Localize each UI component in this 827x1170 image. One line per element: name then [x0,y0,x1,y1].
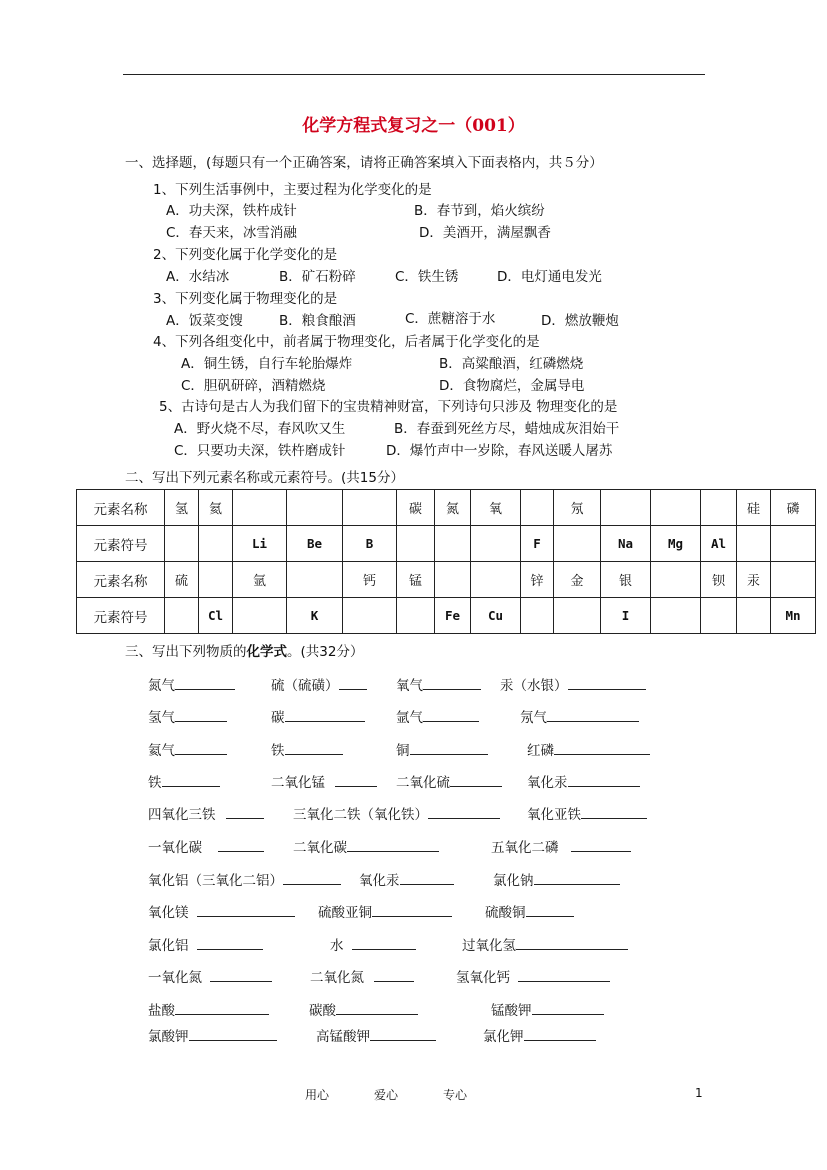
formula-item[interactable]: 碳酸 [309,999,418,1019]
element-cell[interactable] [651,562,701,598]
q4-option-b: B．高粱酿酒，红磷燃烧 [439,356,584,372]
element-cell[interactable] [397,598,435,634]
formula-item[interactable]: 氧化汞 [359,869,454,889]
element-cell[interactable]: I [601,598,651,634]
row-header: 元素名称 [77,562,165,598]
q2-option-b: B．矿石粉碎 [279,269,356,285]
element-cell[interactable]: 氮 [435,490,471,526]
element-cell[interactable]: 硅 [737,490,771,526]
element-cell[interactable] [233,490,287,526]
section1-heading: 一、选择题，(每题只有一个正确答案，请将正确答案填入下面表格内，共５分） [125,155,603,171]
formula-item[interactable]: 一氧化氮 [148,966,272,986]
element-cell[interactable] [521,490,554,526]
section2-heading: 二、写出下列元素名称或元素符号。(共15分） [125,470,404,486]
formula-item[interactable]: 氧化铝（三氧化二铝） [148,869,341,889]
element-cell[interactable]: Na [601,526,651,562]
formula-item[interactable]: 氯化铝 [148,934,263,954]
row-header: 元素名称 [77,490,165,526]
formula-item[interactable]: 红磷 [527,739,650,759]
formula-item[interactable]: 氩气 [396,706,479,726]
formula-item[interactable]: 碳 [271,706,365,726]
row-header: 元素符号 [77,598,165,634]
q2-option-d: D．电灯通电发光 [497,269,602,285]
page-number: 1 [695,1086,703,1100]
footer-word: 专心 [443,1088,468,1102]
q4-option-a: A．铜生锈，自行车轮胎爆炸 [181,356,353,372]
formula-item[interactable]: 氯酸钾 [148,1025,277,1045]
formula-item[interactable]: 汞（水银） [500,674,646,694]
formula-item[interactable]: 氧化镁 [148,901,295,921]
q4-stem: 4、下列各组变化中，前者属于物理变化，后者属于化学变化的是 [153,334,540,350]
element-cell[interactable]: Be [287,526,343,562]
q5-option-a: A．野火烧不尽，春风吹又生 [174,421,346,437]
formula-item[interactable]: 氢气 [148,706,227,726]
footer-word: 爱心 [374,1088,399,1102]
element-cell[interactable]: 氢 [165,490,199,526]
element-table [76,489,816,634]
element-cell[interactable] [165,598,199,634]
element-row-symbols-2 [77,598,816,634]
formula-item[interactable]: 五氧化二磷 [491,836,631,856]
element-cell[interactable] [771,562,816,598]
formula-item[interactable]: 四氧化三铁 [148,803,264,823]
element-cell[interactable] [199,526,233,562]
formula-item[interactable]: 氯化钠 [493,869,620,889]
element-cell[interactable] [343,490,397,526]
formula-item[interactable]: 氧气 [396,674,481,694]
q1-option-b: B．春节到，焰火缤纷 [414,203,545,219]
formula-item[interactable]: 盐酸 [148,999,269,1019]
q3-option-a: A．饭菜变馊 [166,313,243,329]
element-cell[interactable]: B [343,526,397,562]
q5-option-d: D．爆竹声中一岁除，春风送暖人屠苏 [386,443,613,459]
element-cell[interactable] [287,490,343,526]
footer-word: 用心 [305,1088,330,1102]
formula-item[interactable]: 铁 [148,771,220,791]
formula-item[interactable]: 二氧化锰 [271,771,377,791]
q3-option-d: D．燃放鞭炮 [541,313,619,329]
element-cell[interactable]: 硫 [165,562,199,598]
element-cell[interactable]: 磷 [771,490,816,526]
q1-stem: 1、下列生活事例中，主要过程为化学变化的是 [153,182,432,198]
formula-item[interactable]: 氯化钾 [483,1025,596,1045]
formula-item[interactable]: 二氧化碳 [293,836,439,856]
element-cell[interactable] [737,598,771,634]
element-cell[interactable]: 钡 [701,562,737,598]
element-cell[interactable]: Cu [471,598,521,634]
element-cell[interactable] [471,562,521,598]
formula-item[interactable]: 二氧化硫 [396,771,502,791]
element-cell[interactable]: 金 [554,562,601,598]
page-title: 化学方程式复习之一（001） [302,116,525,136]
q2-stem: 2、下列变化属于化学变化的是 [153,247,338,263]
element-cell[interactable] [737,526,771,562]
header-rule [123,74,705,75]
element-cell[interactable] [771,526,816,562]
element-cell[interactable] [397,526,435,562]
element-cell[interactable] [233,598,287,634]
element-cell[interactable] [601,490,651,526]
element-cell[interactable]: K [287,598,343,634]
formula-item[interactable]: 氢氧化钙 [456,966,610,986]
element-cell[interactable] [554,598,601,634]
formula-item[interactable]: 高锰酸钾 [316,1025,436,1045]
element-cell[interactable]: 氧 [471,490,521,526]
q4-option-d: D．食物腐烂，金属导电 [439,378,585,394]
element-cell[interactable]: 锰 [397,562,435,598]
element-cell[interactable] [701,490,737,526]
element-cell[interactable]: F [521,526,554,562]
element-cell[interactable] [651,598,701,634]
element-cell[interactable]: 氖 [554,490,601,526]
q3-stem: 3、下列变化属于物理变化的是 [153,291,338,307]
q3-option-b: B．粮食酿酒 [279,313,356,329]
q1-option-c: C．春天来，冰雪消融 [166,225,297,241]
formula-item[interactable]: 氮气 [148,674,235,694]
q1-option-a: A．功夫深，铁杵成针 [166,203,297,219]
formula-item[interactable]: 锰酸钾 [491,999,604,1019]
q5-stem: 5、古诗句是古人为我们留下的宝贵精神财富，下列诗句只涉及 物理变化的是 [159,399,618,415]
formula-item[interactable]: 硫酸铜 [485,901,574,921]
formula-item[interactable]: 铜 [396,739,488,759]
element-cell[interactable] [199,562,233,598]
element-cell[interactable]: 汞 [737,562,771,598]
element-cell[interactable]: 氩 [233,562,287,598]
element-cell[interactable] [287,562,343,598]
element-cell[interactable]: Mg [651,526,701,562]
formula-item[interactable]: 铁 [271,739,343,759]
section3-heading: 三、写出下列物质的化学式。(共32分） [125,644,364,660]
formula-item[interactable]: 一氧化碳 [148,836,264,856]
element-row-names-2 [77,562,816,598]
element-row-symbols-1 [77,526,816,562]
q5-option-b: B．春蚕到死丝方尽，蜡烛成灰泪始干 [394,421,620,437]
q2-option-c: C．铁生锈 [395,269,459,285]
formula-item[interactable]: 氧化亚铁 [527,803,647,823]
formula-item[interactable]: 三氧化二铁（氧化铁） [293,803,500,823]
element-cell[interactable]: 氦 [199,490,233,526]
element-cell[interactable]: 银 [601,562,651,598]
element-cell[interactable]: 碳 [397,490,435,526]
element-cell[interactable]: Li [233,526,287,562]
element-cell[interactable]: Mn [771,598,816,634]
element-cell[interactable] [651,490,701,526]
q4-option-c: C．胆矾研碎，酒精燃烧 [181,378,326,394]
q1-option-d: D．美酒开，满屋飘香 [419,225,551,241]
formula-item[interactable]: 硫酸亚铜 [318,901,452,921]
element-cell[interactable]: Fe [435,598,471,634]
formula-item[interactable]: 硫（硫磺） [271,674,367,694]
element-cell[interactable] [701,598,737,634]
element-cell[interactable] [521,598,554,634]
element-cell[interactable] [343,598,397,634]
q5-option-c: C．只要功夫深，铁杵磨成针 [174,443,346,459]
element-row-names-1 [77,490,816,526]
element-cell[interactable]: 锌 [521,562,554,598]
element-cell[interactable] [165,526,199,562]
formula-item[interactable]: 氧化汞 [527,771,640,791]
q3-option-c: C．蔗糖溶于水 [405,311,496,327]
element-cell[interactable] [435,526,471,562]
element-cell[interactable] [435,562,471,598]
q2-option-a: A．水结冰 [166,269,230,285]
formula-item[interactable]: 氦气 [148,739,227,759]
formula-item[interactable]: 水 [330,934,416,954]
element-cell[interactable]: Cl [199,598,233,634]
formula-item[interactable]: 二氧化氮 [310,966,414,986]
element-cell[interactable]: 钙 [343,562,397,598]
formula-item[interactable]: 过氧化氢 [462,934,628,954]
element-cell[interactable]: Al [701,526,737,562]
element-cell[interactable] [554,526,601,562]
row-header: 元素符号 [77,526,165,562]
formula-item[interactable]: 氖气 [520,706,639,726]
element-cell[interactable] [471,526,521,562]
